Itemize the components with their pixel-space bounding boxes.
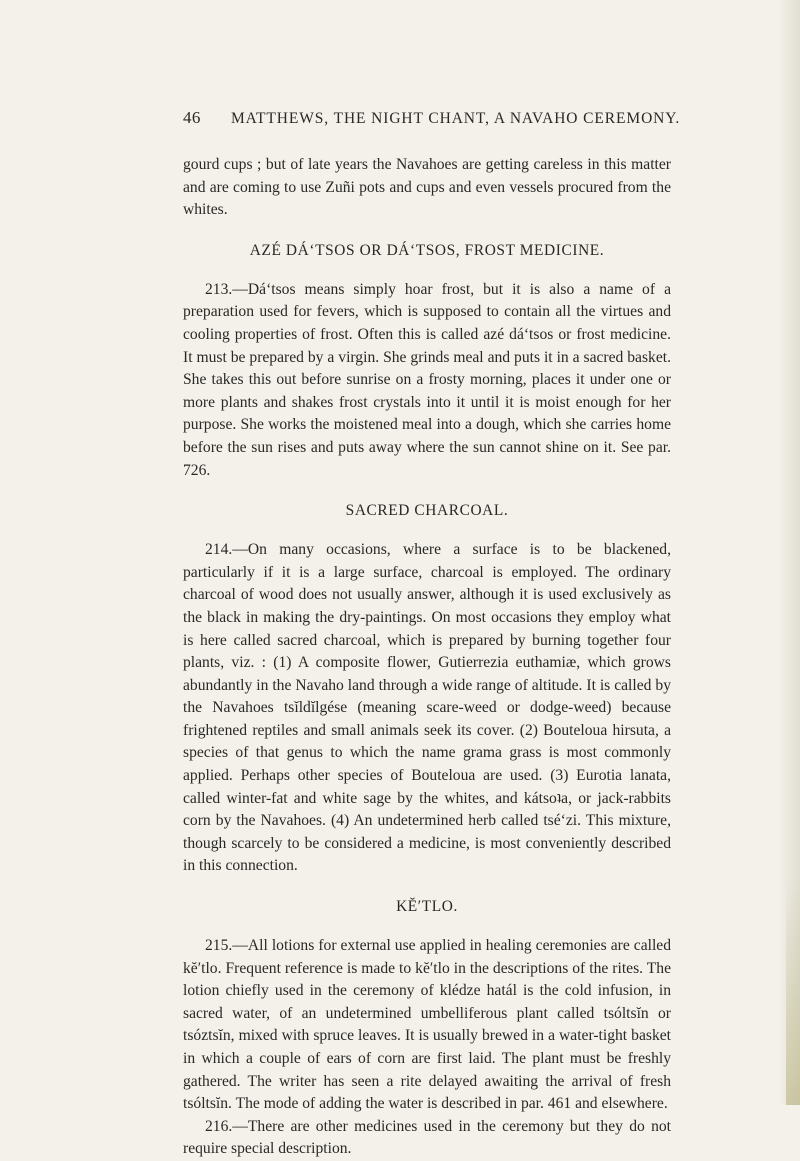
paragraph-214: 214.—On many occasions, where a surface is to be blackened, particularly if it is a large surface, charcoal is employed. The ordinary charcoal of wood does not usually answer, although it is used exclusively as the black in making the dry-paintings. On most occasions they employ what is here called sacred charcoal, which is prepared by burning together four plants, viz. : (1) A composite flower, Gutierrezia euthamiæ, which grows abundantly in the Navaho land through a wide range of altitude. It is called by the Navahoes tsĭldĭlgése (meaning scare-weed or dodge-weed) because frightened reptiles and small animals seek its cover. (2) Bouteloua hirsuta, a species of that genus to which the name grama grass is most commonly applied. Perhaps other species of Bouteloua are used. (3) Eurotia lanata, called winter-fat and white sage by the whites, and kátsoʇa, or jack-rabbits corn by the Navahoes. (4) An undetermined herb called tsé‘zi. This mixture, though scarcely to be considered a medicine, is most conveniently described in this connection.	[183, 541, 671, 875]
section-heading-ketlo: KĔ′TLO.	[396, 898, 458, 916]
running-head	[183, 108, 683, 128]
page-number: 46	[183, 108, 201, 127]
page-body	[183, 154, 671, 1161]
running-title: MATTHEWS, THE NIGHT CHANT, A NAVAHO CEREMONY.	[231, 110, 681, 127]
opening-paragraph: gourd cups ; but of late years the Navahoes are getting careless in this matter and are coming to use Zuñi pots and cups and even vessels procured from the whites.	[183, 156, 671, 219]
page-edge-stain	[786, 880, 800, 1105]
section-heading-sacred-charcoal: SACRED CHARCOAL.	[345, 502, 509, 520]
section-heading-frost-medicine: AZÉ DÁ‘TSOS OR DÁ‘TSOS, FROST MEDICINE.	[249, 241, 605, 259]
paragraph-215: 215.—All lotions for external use applied in healing ceremonies are called kĕ′tlo. Frequent reference is made to kĕ′tlo in the descriptions of the rites. The lotion chiefly used in the ceremony of klédze hatál is the cold infusion, in sacred water, of an undetermined umbelliferous plant called tsóltsĭn or tsóztsĭn, mixed with spruce leaves. It is usually brewed in a water-tight basket in which a couple of ears of corn are first laid. The plant must be freshly gathered. The writer has seen a rite delayed awaiting the arrival of fresh tsóltsĭn. The mode of adding the water is described in par. 461 and elsewhere.	[183, 937, 671, 1113]
paragraph-216: 216.—There are other medicines used in the ceremony but they do not require special description.	[183, 1117, 671, 1158]
paragraph-213: 213.—Dá‘tsos means simply hoar frost, but it is also a name of a preparation used for fevers, which is supposed to contain all the virtues and cooling properties of frost. Often this is called azé dá‘tsos or frost medicine. It must be prepared by a virgin. She grinds meal and puts it in a sacred basket. She takes this out before sunrise on a frosty morning, places it under one or more plants and shakes frost crystals into it until it is moist enough for her purpose. She works the moistened meal into a dough, which she carries home before the sun rises and puts away where the sun cannot shine on it. See par. 726.	[183, 280, 671, 479]
